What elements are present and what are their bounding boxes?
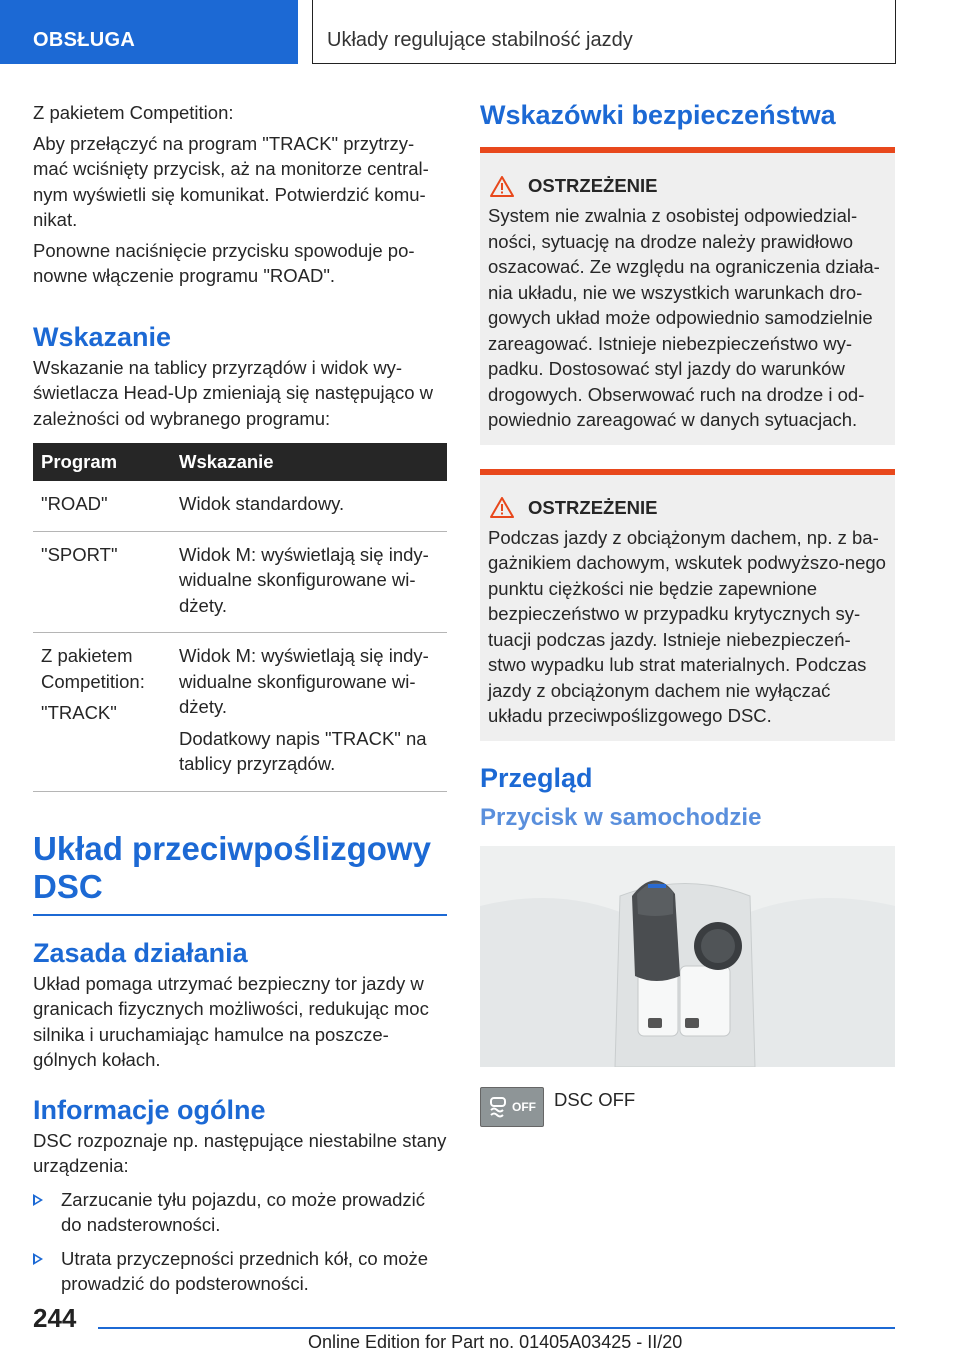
table-header-row — [33, 443, 447, 481]
info-heading: Informacje ogólne — [33, 1094, 266, 1125]
table-cell — [33, 531, 171, 633]
list-item — [33, 1187, 447, 1238]
edition-footer: Online Edition for Part no. 01405A03425 - II/20 — [308, 1332, 683, 1352]
table-row — [33, 481, 447, 531]
overview-heading: Przegląd — [480, 762, 593, 793]
warning-text: Podczas jazdy z obciążonym dachem, np. z ba-gażnikiem dachowym, wskutek podwyższo-nego punktu ciężkości nie będzie zapewnione bezpieczeństwo w przypadku krytycznych sy-tuacji podczas jazdy. Istnieje niebezpieczeń-stwo wypadku lub strat materialnych. Podczas jazdy z obciążonym dachem nie wyłączać układu przeciwpoślizgowego DSC. — [488, 526, 886, 726]
cell-text: "ROAD" — [41, 493, 108, 514]
warning-text: System nie zwalnia z osobistej odpowiedzial-ności, sytuację na drodze należy prawidłowo oszacować. Ze względu na ograniczenia działa-nia układu, nie we wszystkich warunkach dro-gowych układ może odpowiednio samodzielnie zareagować. Istnieje niebezpieczeństwo wy-padku. Dostosować styl jazdy do warunków drogowych. Obserwować ruch na drodze i od-powiednio zareagować w danych sytuacjach. — [488, 205, 880, 430]
table-cell — [33, 633, 171, 792]
dsc-heading: Układ przeciwpoślizgowy DSC — [33, 829, 431, 905]
table-cell — [33, 481, 171, 531]
right-column — [480, 100, 895, 1127]
triangle-bullet-icon — [33, 1194, 43, 1206]
triangle-bullet-icon — [33, 1253, 43, 1265]
cell-text: "SPORT" — [41, 543, 118, 565]
table-header: Wskazanie — [171, 443, 447, 481]
dsc-off-label: DSC OFF — [554, 1088, 636, 1110]
list-item-text: Zarzucanie tyłu pojazdu, co może prowadzić do nadsterowności. — [61, 1188, 426, 1235]
dsc-off-button[interactable] — [480, 1087, 544, 1127]
chapter-title: Układy regulujące stabilność jazdy — [327, 29, 633, 51]
dsc-off-row — [480, 1087, 895, 1127]
wskazanie-text: Wskazanie na tablicy przyrządów i widok wy-świetlacza Head-Up zmieniają się następująco w zależności od wybranego programu: — [33, 356, 433, 429]
table-row — [33, 633, 447, 792]
table-header: Program — [33, 443, 171, 481]
warning-triangle-icon — [490, 497, 514, 518]
instability-list — [33, 1187, 447, 1297]
zasada-text: Układ pomaga utrzymać bezpieczny tor jazdy w granicach fizycznych możliwości, redukując moc silnika i uruchamiając hamulce na poszcze-gólnych kołach. — [33, 972, 429, 1070]
dsc-icon-text: OFF — [512, 1099, 536, 1114]
warning-box — [480, 147, 895, 445]
chapter-header — [312, 0, 896, 64]
zasada-heading: Zasada działania — [33, 937, 248, 968]
intro-paragraph: Z pakietem Competition: — [33, 102, 234, 123]
warning-triangle-icon — [490, 176, 514, 197]
warning-label: OSTRZEŻENIE — [528, 496, 658, 518]
cell-text: Z pakietem Competition: — [41, 645, 145, 692]
table-cell — [171, 633, 447, 792]
section-tab — [0, 0, 298, 64]
warning-header — [488, 175, 887, 197]
cell-text: Widok standardowy. — [179, 493, 345, 514]
info-text: DSC rozpoznaje np. następujące niestabilne stany urządzenia: — [33, 1129, 447, 1176]
button-subheading: Przycisk w samochodzie — [480, 803, 762, 831]
intro-paragraph: Aby przełączyć na program "TRACK" przytrzy-mać wciśnięty przycisk, aż na monitorze central-nym wyświetli się komunikat. Potwierdzić komu-nikat. — [33, 132, 429, 230]
skidding-car-icon — [488, 1096, 508, 1118]
table-cell — [171, 531, 447, 633]
page-number: 244 — [33, 1303, 77, 1333]
list-item — [33, 1246, 447, 1297]
list-item-text: Utrata przyczepności przednich kół, co może prowadzić do podsterowności. — [61, 1247, 429, 1294]
center-console-photo — [480, 846, 895, 1067]
warning-box — [480, 469, 895, 741]
wskazanie-heading: Wskazanie — [33, 321, 172, 352]
warning-label: OSTRZEŻENIE — [528, 175, 658, 196]
footer-rule — [98, 1327, 895, 1329]
cell-text: Widok M: wyświetlają się indy-widualne skonfigurowane wi-dżety. — [179, 543, 429, 616]
section-label: OBSŁUGA — [33, 29, 136, 51]
cell-text: "TRACK" — [41, 702, 117, 723]
gear-selector-illustration — [480, 846, 895, 1067]
heading-rule — [33, 914, 447, 916]
table-cell — [171, 481, 447, 531]
cell-text: Widok M: wyświetlają się indy-widualne skonfigurowane wi-dżety. — [179, 645, 429, 717]
intro-paragraph: Ponowne naciśnięcie przycisku spowoduje po-nowne włączenie programu "ROAD". — [33, 239, 415, 286]
safety-heading: Wskazówki bezpieczeństwa — [480, 100, 836, 130]
warning-header — [488, 497, 887, 519]
table-row — [33, 531, 447, 633]
cell-text: Dodatkowy napis "TRACK" na tablicy przyrządów. — [179, 727, 427, 774]
left-column — [33, 100, 447, 1305]
program-table — [33, 443, 447, 792]
